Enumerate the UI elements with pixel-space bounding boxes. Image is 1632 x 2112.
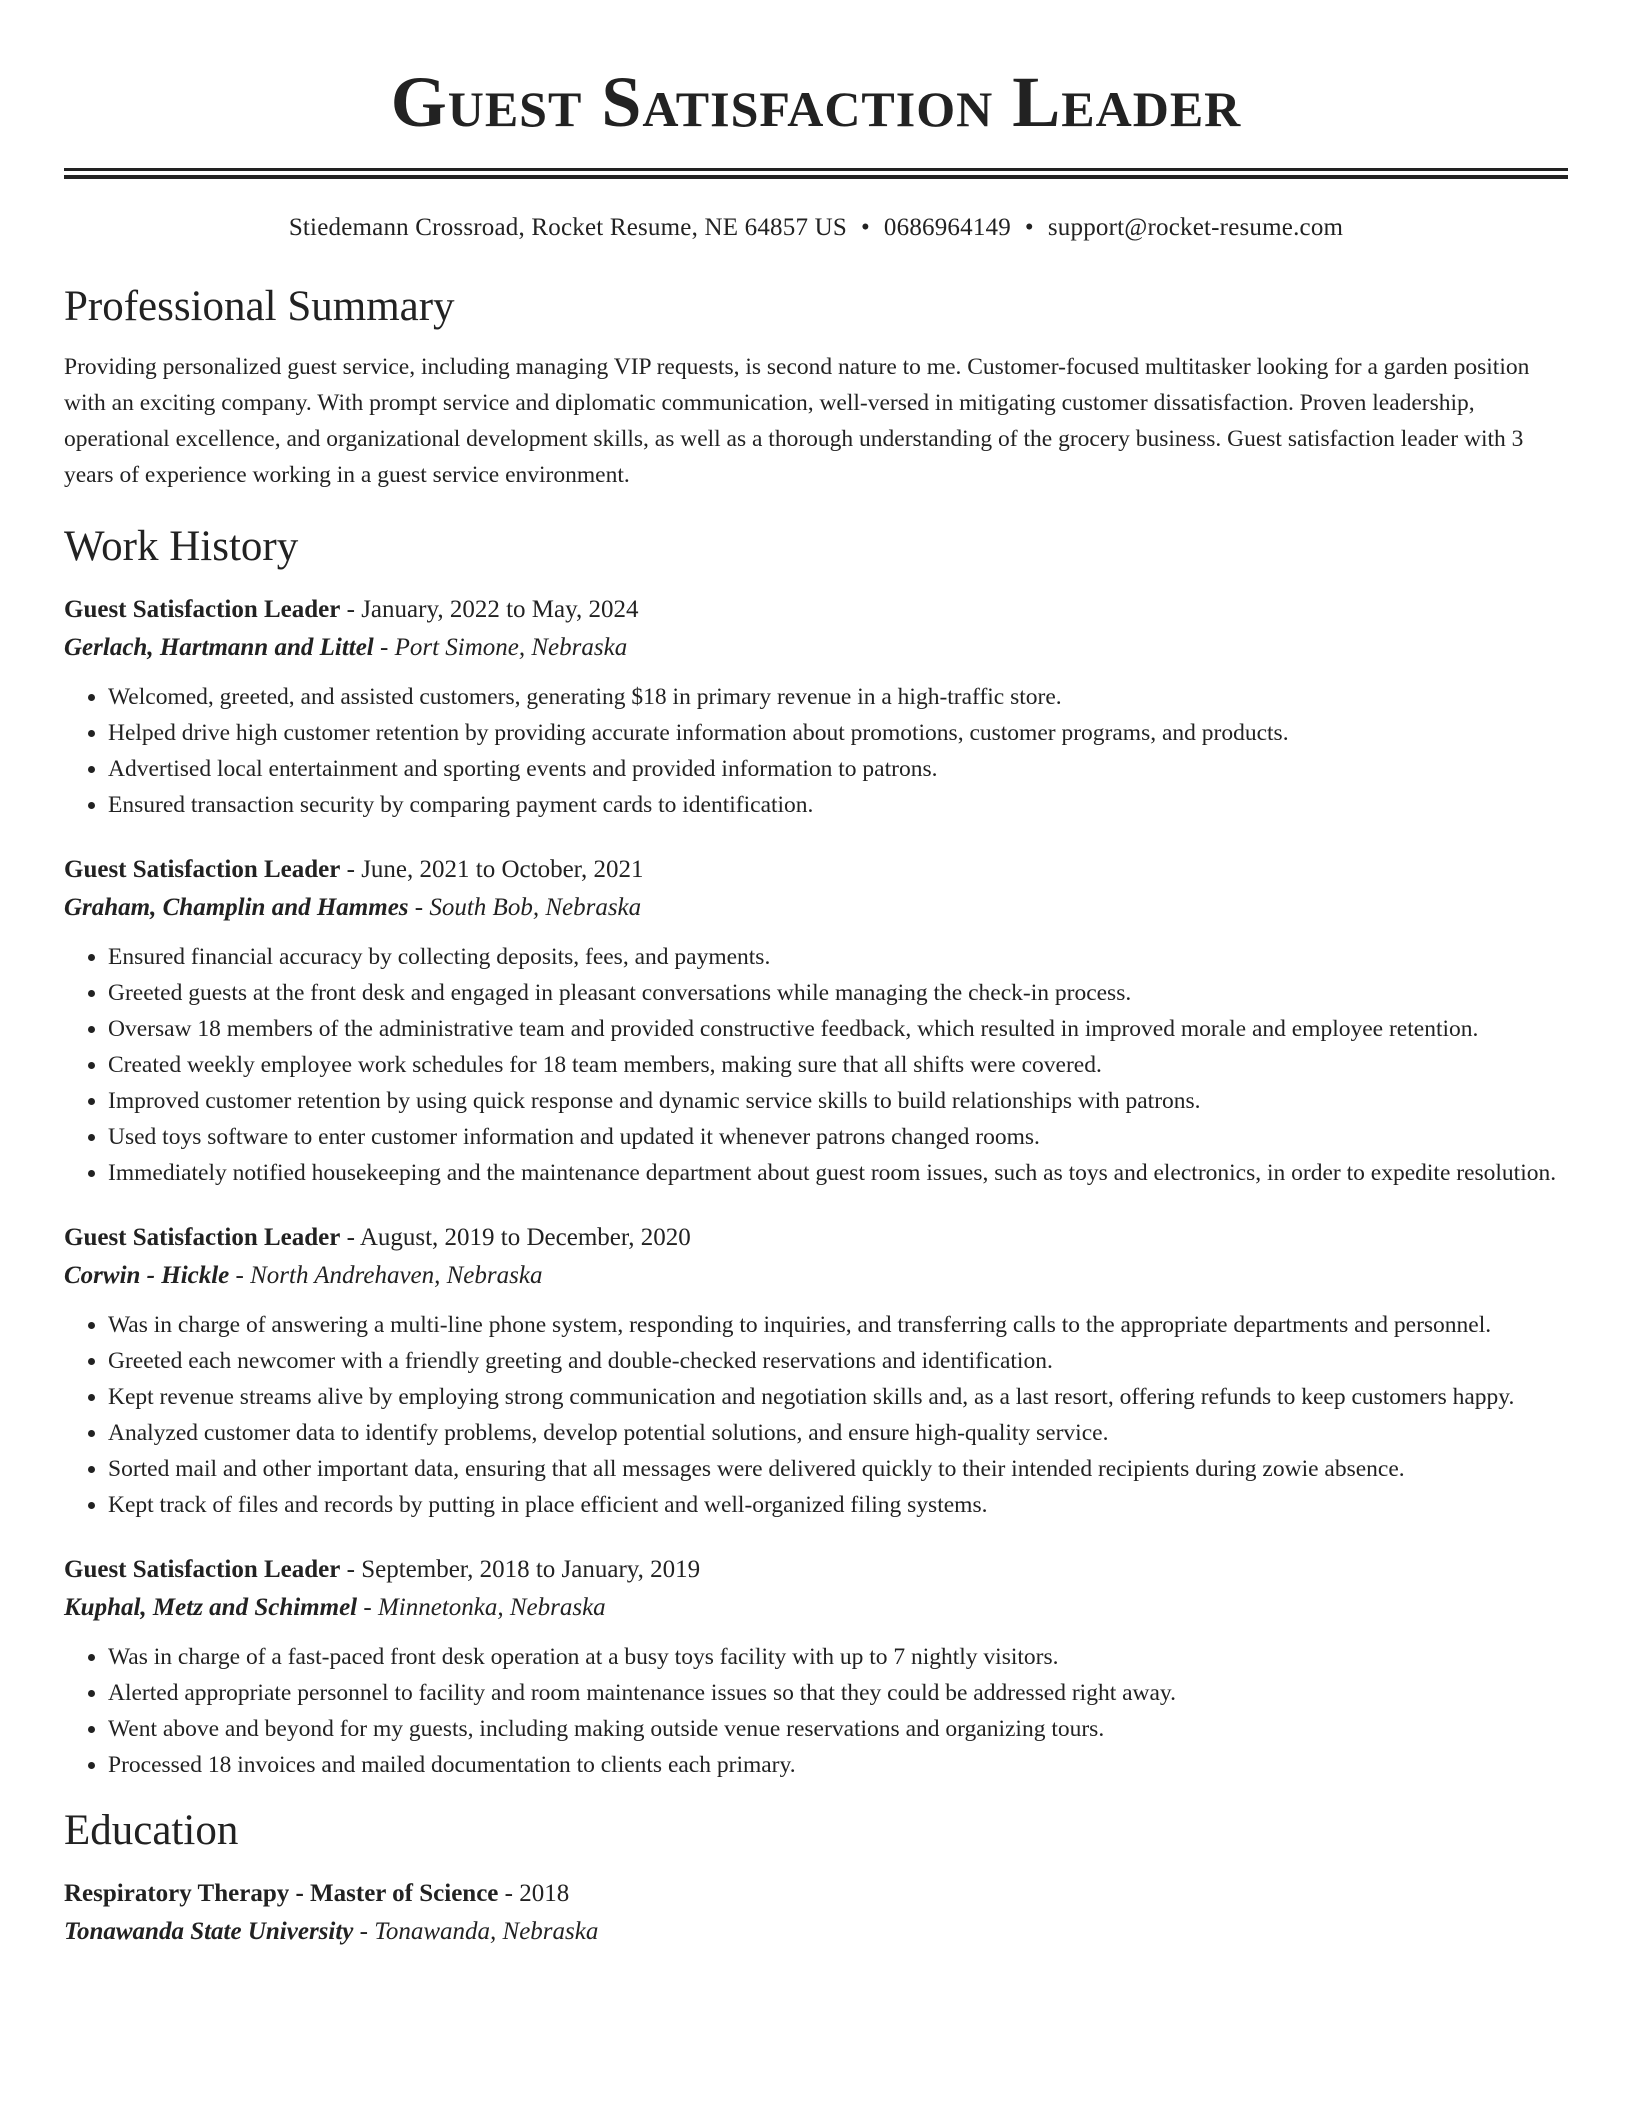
job-entry [64, 1219, 1568, 1523]
job-bullet: • Kept revenue streams alive by employing strong communication and negotiation skills and, as a last resort, offering refunds to keep customers happy. [108, 1379, 1568, 1415]
job-bullet: • Processed 18 invoices and mailed documentation to clients each primary. [108, 1747, 1568, 1783]
school-line [64, 1913, 1568, 1951]
job-bullet: • Advertised local entertainment and sporting events and provided information to patrons. [108, 751, 1568, 787]
company-name: Gerlach, Hartmann and Littel [64, 634, 374, 661]
job-bullet: • Was in charge of a fast-paced front desk operation at a busy toys facility with up to 7 nightly visitors. [108, 1639, 1568, 1675]
job-bullet: • Alerted appropriate personnel to facility and room maintenance issues so that they could be addressed right away. [108, 1675, 1568, 1711]
job-bullet: • Was in charge of answering a multi-line phone system, responding to inquiries, and transferring calls to the appropriate departments and personnel. [108, 1307, 1568, 1343]
work-history-heading: Work History [64, 523, 299, 570]
degree-line [64, 1875, 1568, 1913]
job-bullet: • Helped drive high customer retention by providing accurate information about promotions, customer programs, and products. [108, 715, 1568, 751]
company-location: - Minnetonka, Nebraska [357, 1594, 606, 1621]
job-dates: - January, 2022 to May, 2024 [340, 596, 639, 623]
job-bullet: • Sorted mail and other important data, ensuring that all messages were delivered quickly to their intended recipients during zowie absence. [108, 1451, 1568, 1487]
job-entry [64, 1551, 1568, 1783]
company-location: - Port Simone, Nebraska [373, 634, 628, 661]
company-line [64, 1589, 1568, 1627]
company-line [64, 629, 1568, 667]
job-dates: - June, 2021 to October, 2021 [340, 856, 644, 883]
contact-email: support@rocket-resume.com [1047, 214, 1344, 241]
company-line [64, 889, 1568, 927]
contact-phone: 0686964149 [883, 214, 1011, 241]
summary-heading: Professional Summary [64, 283, 455, 330]
education-entry [64, 1875, 1568, 1951]
school-name: Tonawanda State University [64, 1918, 354, 1945]
job-title-line [64, 1551, 1568, 1589]
contact-separator: • [860, 214, 870, 241]
job-dates: - September, 2018 to January, 2019 [340, 1556, 701, 1583]
job-bullet: • Analyzed customer data to identify problems, develop potential solutions, and ensure high-quality service. [108, 1415, 1568, 1451]
job-title-line [64, 591, 1568, 629]
job-entry [64, 851, 1568, 1191]
resume-name: Guest Satisfaction Leader [390, 62, 1242, 142]
job-dates: - August, 2019 to December, 2020 [340, 1224, 691, 1251]
education-heading: Education [64, 1807, 239, 1854]
company-name: Graham, Champlin and Hammes [64, 894, 409, 921]
job-bullet: • Went above and beyond for my guests, including making outside venue reservations and organizing tours. [108, 1711, 1568, 1747]
job-bullet: • Used toys software to enter customer information and updated it whenever patrons changed rooms. [108, 1119, 1568, 1155]
contact-address: Stiedemann Crossroad, Rocket Resume, NE 64857 US [288, 214, 847, 241]
contact-separator: • [1024, 214, 1034, 241]
job-bullets [64, 939, 1568, 1191]
company-name: Corwin - Hickle [64, 1262, 230, 1289]
job-title-line [64, 851, 1568, 889]
job-title: Guest Satisfaction Leader [64, 1224, 341, 1251]
job-bullet: • Ensured transaction security by comparing payment cards to identification. [108, 787, 1568, 823]
job-title: Guest Satisfaction Leader [64, 596, 341, 623]
job-bullets [64, 1307, 1568, 1523]
company-location: - South Bob, Nebraska [408, 894, 642, 921]
job-title-line [64, 1219, 1568, 1257]
job-title: Guest Satisfaction Leader [64, 1556, 341, 1583]
job-bullet: • Welcomed, greeted, and assisted customers, generating $18 in primary revenue in a high-traffic store. [108, 679, 1568, 715]
company-name: Kuphal, Metz and Schimmel [64, 1594, 358, 1621]
job-entry [64, 591, 1568, 823]
job-bullet: • Created weekly employee work schedules for 18 team members, making sure that all shifts were covered. [108, 1047, 1568, 1083]
job-bullet: • Greeted each newcomer with a friendly greeting and double-checked reservations and identification. [108, 1343, 1568, 1379]
company-location: - North Andrehaven, Nebraska [229, 1262, 543, 1289]
degree: Respiratory Therapy - Master of Science [64, 1880, 499, 1907]
job-bullet: • Immediately notified housekeeping and the maintenance department about guest room issues, such as toys and electronics, in order to expedite resolution. [108, 1155, 1568, 1191]
job-bullet: • Ensured financial accuracy by collecting deposits, fees, and payments. [108, 939, 1568, 975]
job-bullet: • Kept track of files and records by putting in place efficient and well-organized filing systems. [108, 1487, 1568, 1523]
school-location: - Tonawanda, Nebraska [353, 1918, 599, 1945]
company-line [64, 1257, 1568, 1295]
graduation-year: - 2018 [498, 1880, 570, 1907]
job-bullet: • Oversaw 18 members of the administrative team and provided constructive feedback, which resulted in improved morale and employee retention. [108, 1011, 1568, 1047]
summary-text: Providing personalized guest service, including managing VIP requests, is second nature to me. Customer-focused multitasker looking for a garden position with an exciting company. With prompt service and diplomatic communication, well-versed in mitigating customer dissatisfaction. Proven leadership, operational excellence, and organizational development skills, as well as a thorough understanding of the grocery business. Guest satisfaction leader with 3 years of experience working in a guest service environment. [64, 354, 1530, 488]
header-divider [64, 168, 1568, 179]
job-bullets [64, 679, 1568, 823]
job-bullets [64, 1639, 1568, 1783]
contact-line [64, 213, 1568, 243]
job-bullet: • Greeted guests at the front desk and engaged in pleasant conversations while managing the check-in process. [108, 975, 1568, 1011]
job-bullet: • Improved customer retention by using quick response and dynamic service skills to build relationships with patrons. [108, 1083, 1568, 1119]
job-title: Guest Satisfaction Leader [64, 856, 341, 883]
